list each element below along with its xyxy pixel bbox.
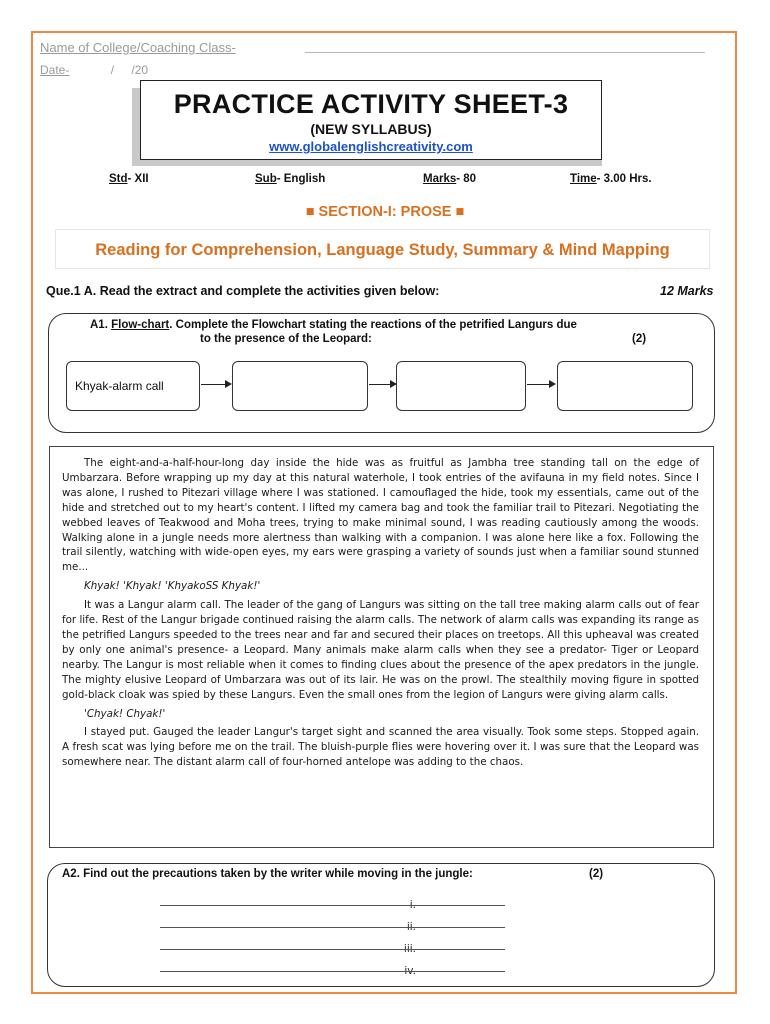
title-box bbox=[140, 80, 602, 160]
answer-line-4[interactable] bbox=[0, 965, 770, 979]
date-year: /20 bbox=[131, 63, 149, 77]
passage-paragraph-3: I stayed put. Gauged the leader Langur's target sight and scanned the area visually. Took some steps. Stopped again. A fresh scat was lying before me on the trail. The bluish-purple flies were hovering over it. I was sure that the Leopard was somewhere near. The distant alarm call of four-horned antelope was adding to the chaos. bbox=[62, 726, 699, 769]
question-1-heading: Que.1 A. Read the extract and complete the activities given below: bbox=[46, 284, 440, 298]
a2-marks: (2) bbox=[589, 868, 604, 880]
sheet-title: PRACTICE ACTIVITY SHEET-3 bbox=[173, 89, 569, 119]
marks-info: Marks- 80 bbox=[423, 173, 477, 185]
answer-blank[interactable] bbox=[160, 971, 505, 972]
answer-blank[interactable] bbox=[160, 905, 505, 906]
answer-line-1[interactable] bbox=[0, 899, 770, 913]
flowchart-box-1-label: Khyak-alarm call bbox=[75, 379, 164, 393]
flowchart-arrow-icon bbox=[369, 384, 395, 385]
flowchart-box-4[interactable] bbox=[557, 361, 693, 411]
flowchart-arrow-icon bbox=[527, 384, 554, 385]
passage-alarm-call-1: Khyak! 'Khyak! 'KhyakoSS Khyak!' bbox=[84, 580, 261, 593]
website-link[interactable]: www.globalenglishcreativity.com bbox=[269, 139, 473, 154]
flowchart-box-3[interactable] bbox=[396, 361, 526, 411]
question-1-marks: 12 Marks bbox=[660, 284, 714, 298]
a1-marks: (2) bbox=[632, 333, 647, 345]
flowchart-arrow-icon bbox=[201, 384, 230, 385]
answer-number: iii. bbox=[403, 943, 416, 955]
syllabus-subtitle: (NEW SYLLABUS) bbox=[310, 121, 432, 137]
answer-line-2[interactable] bbox=[0, 921, 770, 935]
a1-instruction: A1. Flow-chart. Complete the Flowchart stating the reactions of the petrified Langurs due bbox=[90, 319, 577, 331]
passage-alarm-call-2: 'Chyak! Chyak!' bbox=[84, 707, 166, 720]
section-subheading: Reading for Comprehension, Language Study, Summary & Mind Mapping bbox=[55, 229, 710, 269]
date-separator: / bbox=[110, 63, 115, 77]
time-info: Time- 3.00 Hrs. bbox=[570, 173, 652, 185]
passage-paragraph-1: The eight-and-a-half-hour-long day inside the hide was as fruitful as Jambha tree standing tall on the edge of Umbarzara. Before wrapping up my day at this natural waterhole, I took entries of the avifauna in my field notes. Since I was alone, I rushed to Pitezari village where I was stationed. I camouflaged the hide, took my essentials, came out of the hide and stretched out to my heart's content. I lifted my camera bag and took the familiar trail to Pitezari. Negotiating the webbed leaves of Teakwood and Moha trees, trying to make minimal sound, I was reading cautiously among the woods. Walking alone in a jungle needs more alertness than walking with a companion. I was alone here like a fox. Following the trail silently, watching with wide-open eyes, my ears were grasping a variety of sounds just when a familiar sound stunned me... bbox=[62, 457, 699, 574]
passage-paragraph-2: It was a Langur alarm call. The leader of the gang of Langurs was sitting on the tall tree making alarm calls out of fear for life. Rest of the Langur brigade continued raising the alarm calls. The network of alarm calls was expanding its range as the petrified Langurs speeded to the trees near and far and secured their places on treetops. All this upheaval was created by only one animal's presence- a Leopard. Many animals make alarm calls when they see a predator- Tiger or Leopard nearby. The Langur is most reliable when it comes to finding clues about the presence of the apex predators in the jungle. The mighty elusive Leopard of Umbarzara was out of its lair. He was on the prowl. The stealthily moving figure in spotted gold-black cloak was spied by these Langurs. Even the small ones from the legion of Langurs were giving alarm calls. bbox=[62, 599, 699, 701]
section-heading: ■ SECTION-I: PROSE ■ bbox=[305, 204, 465, 220]
subject-info: Sub- English bbox=[255, 173, 326, 185]
std-info: Std- XII bbox=[109, 173, 149, 185]
answer-blank[interactable] bbox=[160, 927, 505, 928]
date-label: Date- bbox=[40, 63, 70, 77]
answer-number: i. bbox=[409, 899, 416, 911]
a2-question: A2. Find out the precautions taken by the writer while moving in the jungle: bbox=[62, 868, 473, 880]
answer-line-3[interactable] bbox=[0, 943, 770, 957]
answer-blank[interactable] bbox=[160, 949, 505, 950]
answer-number: ii. bbox=[406, 921, 416, 933]
college-name-label: Name of College/Coaching Class- bbox=[40, 40, 236, 55]
date-line bbox=[40, 63, 148, 77]
a1-instruction-line2: to the presence of the Leopard: bbox=[200, 333, 372, 345]
answer-number: iv. bbox=[404, 965, 416, 977]
passage-text bbox=[62, 456, 699, 770]
college-name-blank bbox=[305, 52, 705, 53]
flowchart-box-2[interactable] bbox=[232, 361, 368, 411]
